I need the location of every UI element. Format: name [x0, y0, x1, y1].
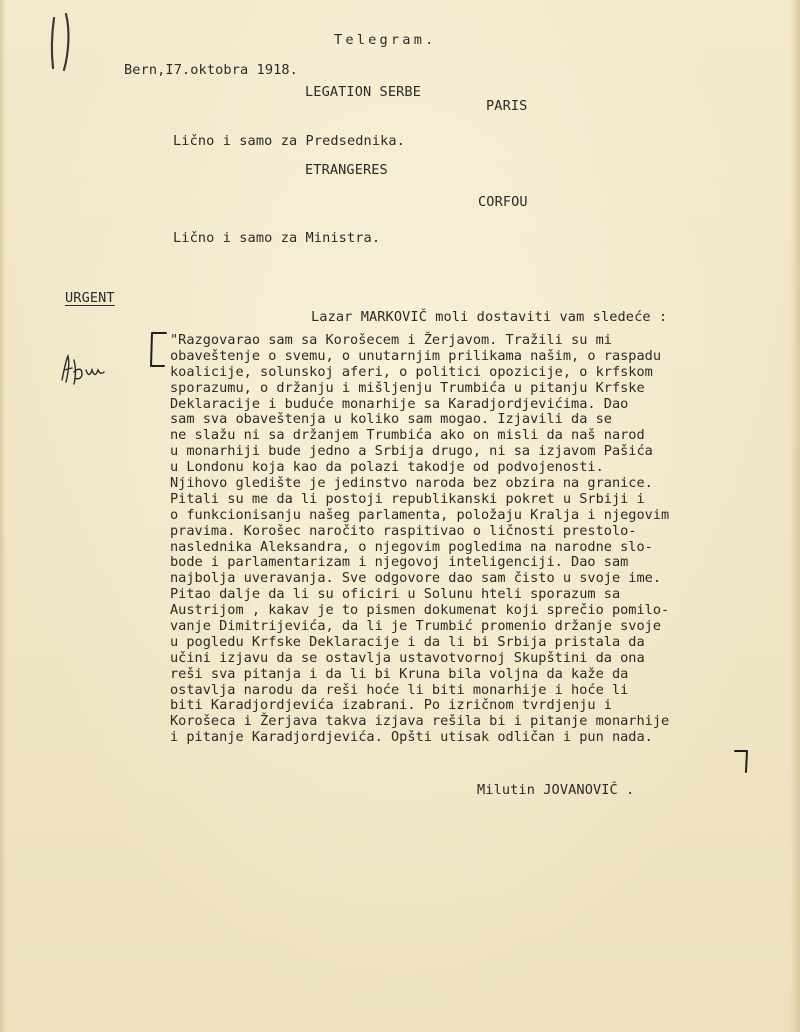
body-line: Korošeca i Žerjava takva izjava rešila bi i pitanje monarhije — [170, 713, 670, 730]
recipient-etrangeres: ETRANGERES — [305, 162, 388, 178]
signature: Milutin JOVANOVIČ . — [477, 782, 635, 798]
body-line: u monarhiji bude jedno a Srbija drugo, ni sa izjavom Pašića — [170, 443, 653, 460]
body-line: sporazumu, o držanju i mišljenju Trumbića u pitanju Krfske — [170, 379, 645, 396]
body-line: obaveštenje o svemu, o unutarnjim prilikama našim, o raspadu — [170, 347, 662, 364]
body-line: pravima. Korošec naročito raspitivao o ličnosti prestolo- — [170, 522, 637, 539]
body-line: o funkcionisanju našeg parlamenta, položaju Kralja i njegovim — [170, 506, 670, 523]
city-corfou: CORFOU — [478, 194, 528, 210]
body-line: "Razgovarao sam sa Korošecem i Žerjavom. Tražili su mi — [170, 332, 612, 348]
body-line: biti Karadjordjevića izabrani. Po izričnom tvrdjenju i — [170, 697, 612, 714]
handwritten-roman-numeral-mark — [40, 10, 90, 80]
body-line: učini izjavu da se ostavlja ustavotvornoj Skupštini da ona — [170, 649, 645, 666]
body-line: naslednika Aleksandra, o njegovim pogledima na narodne slo- — [170, 538, 653, 555]
body-line: koalicije, solunskoj aferi, o politici opozicije, o krfskom — [170, 363, 653, 380]
body-line: Pitali su me da li postoji republikanski pokret u Srbiji i — [170, 490, 645, 507]
telegram-title: Telegram. — [334, 32, 437, 48]
body-line: najbolja uveravanja. Sve odgovore dao sam čisto u svoje ime. — [170, 570, 662, 587]
body-line: vanje Dimitrijevića, da li je Trumbić promenio držanje svoje — [170, 618, 662, 635]
body-line: ne slažu ni sa držanjem Trumbića ako on misli da naš narod — [170, 427, 645, 444]
body-line: ostavlja narodu da reši hoće li biti monarhije i hoće li — [170, 681, 629, 698]
message-intro: Lazar MARKOVIČ moli dostaviti vam sledeće : — [311, 309, 668, 325]
body-line: u Londonu koja kao da polazi takodje od podvojenosti. — [170, 459, 604, 476]
body-line: u pogledu Krfske Deklaracije i da li bi Srbija pristala da — [170, 633, 645, 650]
body-line: Deklaracije i buduće monarhije sa Karadjordjevićima. Dao — [170, 395, 629, 412]
pencil-bracket-close-mark — [732, 748, 752, 776]
body-line: bode i parlamentarizam i njegovoj inteligenciji. Dao sam — [170, 554, 629, 571]
paper-edge-left — [0, 0, 6, 1032]
body-line: Austrijom , kakav je to pismen dokumenat koji sprečio pomilo- — [170, 602, 670, 619]
paper-edge-right — [790, 0, 800, 1032]
body-line: sam sva obaveštenja u koliko sam mogao. Izjavili da se — [170, 411, 612, 428]
city-paris: PARIS — [486, 98, 528, 114]
date-line: Bern,I7.oktobra 1918. — [124, 62, 298, 78]
recipient-legation-serbe: LEGATION SERBE — [305, 84, 421, 100]
body-line: Pitao dalje da li su oficiri u Solunu hteli sporazum sa — [170, 586, 621, 603]
message-body — [170, 333, 770, 746]
body-line: Njihovo gledište je jedinstvo naroda bez obzira na granice. — [170, 475, 653, 492]
urgent-label: URGENT — [65, 290, 115, 306]
note-minister: Lično i samo za Ministra. — [173, 230, 381, 246]
pencil-bracket-open-mark — [146, 330, 170, 370]
body-line: reši sva pitanja i da li bi Kruna bila voljna da kaže da — [170, 665, 629, 682]
handwritten-initials-mark — [58, 350, 108, 390]
note-president: Lično i samo za Predsednika. — [173, 133, 405, 149]
body-line: i pitanje Karadjordjevića. Opšti utisak odličan i pun nada. — [170, 729, 653, 746]
